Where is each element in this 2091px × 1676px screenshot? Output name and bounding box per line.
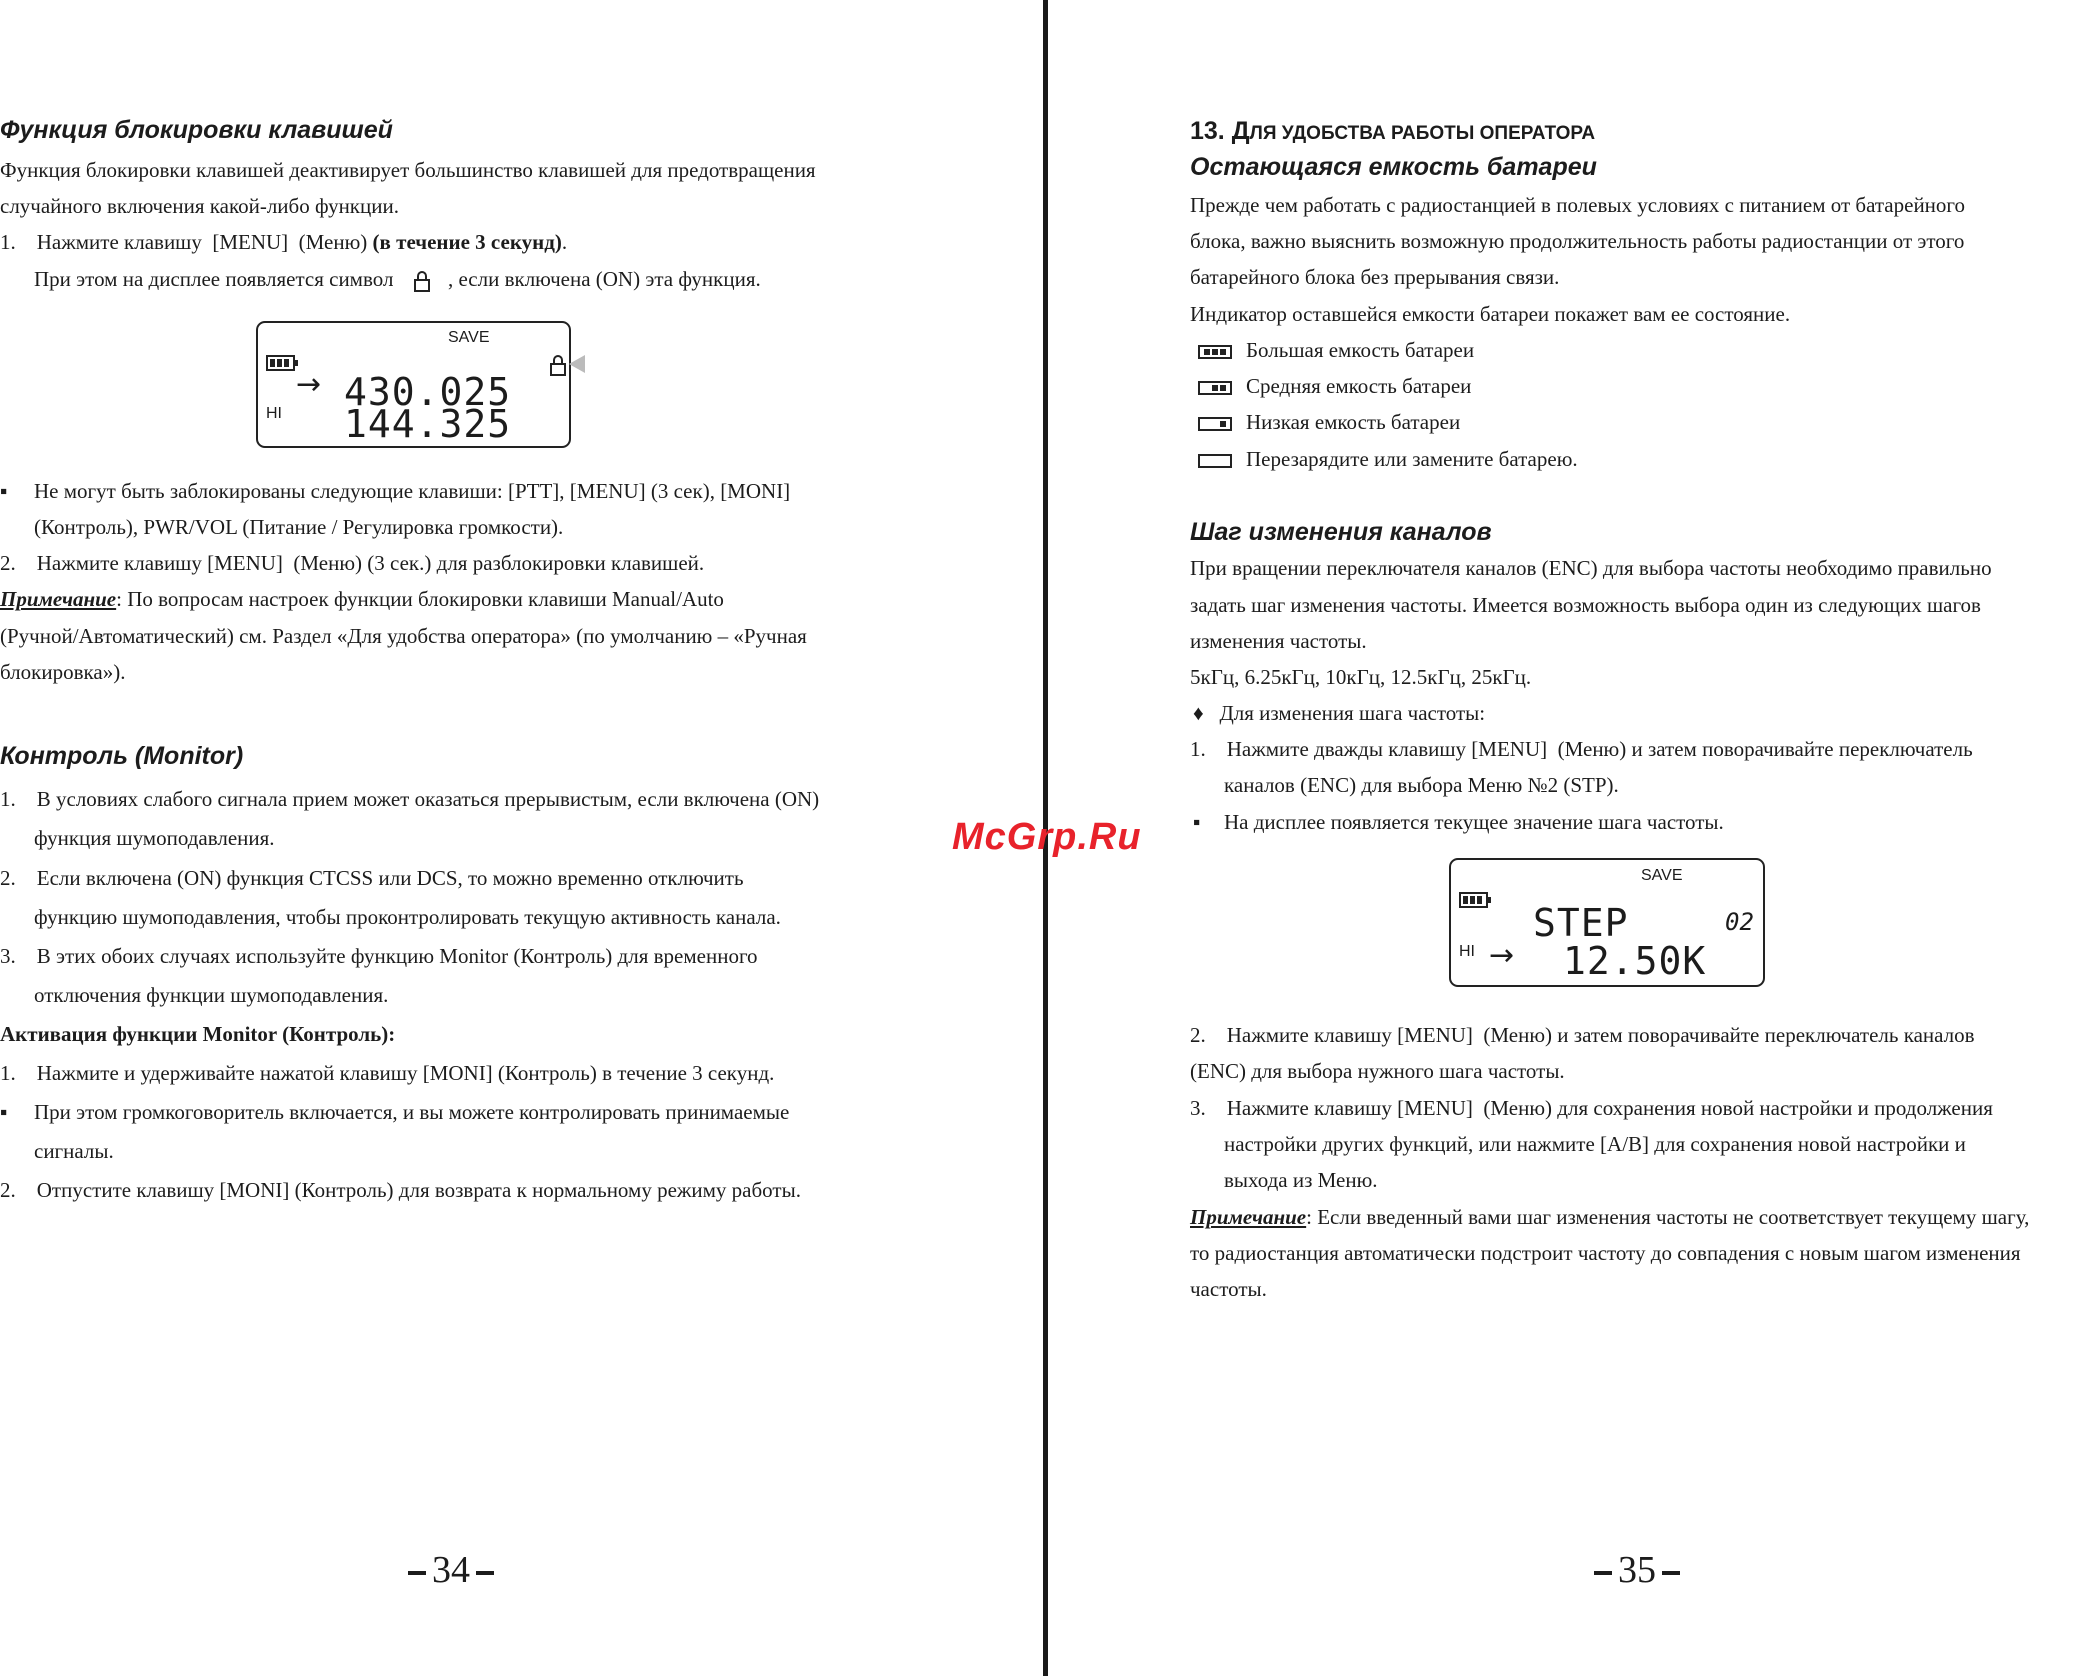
diamond-line: ♦ Для изменения шага частоты: (1193, 701, 1486, 725)
step-item-1: 1. Нажмите дважды клавишу [MENU] (Меню) и затем поворачивайте переключатель (1190, 737, 1973, 761)
monitor-item-2: 2. Если включена (ON) функция CTCSS или DCS, то можно временно отключить (0, 866, 744, 890)
battery-level-icon (1198, 454, 1232, 468)
step-item-1-cont: каналов (ENC) для выбора Меню №2 (STP). (1224, 773, 1619, 797)
step-item-3-cont: настройки других функций, или нажмите [A/B] для сохранения новой настройки и (1224, 1132, 1966, 1156)
lcd-display-lock (256, 321, 571, 448)
step-label: STEP (1533, 901, 1629, 945)
step-value: 12.50K (1563, 939, 1707, 983)
note-line: то радиостанция автоматически подстроит частоту до совпадения с новым шагом изменения (1190, 1241, 2021, 1265)
step-1: 1. Нажмите клавишу [MENU] (Меню) (в течение 3 секунд). (0, 230, 568, 254)
monitor-item-1-cont: функция шумоподавления. (34, 826, 275, 850)
activation-heading: Активация функции Monitor (Контроль): (0, 1022, 396, 1046)
battery-level-item (1198, 441, 1578, 477)
paragraph-line: блока, важно выяснить возможную продолжительность работы радиостанции от этого (1190, 229, 1965, 253)
heading-battery: Остающаяся емкость батареи (1190, 153, 1597, 181)
bullet-marker: ▪ (0, 1100, 8, 1124)
arrow-icon: → (296, 367, 322, 402)
battery-level-item (1198, 404, 1460, 440)
page-left (0, 0, 920, 1676)
lock-icon (550, 363, 566, 376)
watermark: McGrp.Ru (952, 816, 1142, 858)
note: Примечание: По вопросам настроек функции блокировки клавиши Manual/Auto (0, 587, 724, 611)
activation-step-1: 1. Нажмите и удерживайте нажатой клавишу [MONI] (Контроль) в течение 3 секунд. (0, 1061, 775, 1085)
battery-level-label: Низкая емкость батареи (1246, 410, 1461, 434)
note-line: блокировка»). (0, 660, 126, 684)
battery-level-item (1198, 368, 1471, 404)
step-values: 5кГц, 6.25кГц, 10кГц, 12.5кГц, 25кГц. (1190, 665, 1532, 689)
pointer-triangle-icon (569, 355, 585, 373)
battery-level-label: Средняя емкость батареи (1246, 374, 1472, 398)
monitor-item-1: 1. В условиях слабого сигнала прием может оказаться прерывистым, если включена (ON) (0, 787, 820, 811)
paragraph-line: случайного включения какой-либо функции. (0, 194, 399, 218)
paragraph-line: При вращении переключателя каналов (ENC) для выбора частоты необходимо правильно (1190, 556, 1992, 580)
step-item-2: 2. Нажмите клавишу [MENU] (Меню) и затем поворачивайте переключатель каналов (1190, 1023, 1975, 1047)
lcd-display-step (1449, 858, 1765, 987)
battery-level-icon (1198, 381, 1232, 395)
save-indicator: SAVE (1641, 867, 1683, 884)
battery-level-label: Большая емкость батареи (1246, 338, 1475, 362)
battery-full-icon (1459, 892, 1488, 908)
note-line: частоты. (1190, 1277, 1267, 1301)
page-number-right: 35 (1588, 1548, 1686, 1592)
bullet-line: На дисплее появляется текущее значение шага частоты. (1224, 810, 1724, 834)
heading-monitor: Контроль (Monitor) (0, 742, 244, 770)
step-item-3: 3. Нажмите клавишу [MENU] (Меню) для сохранения новой настройки и продолжения (1190, 1096, 1993, 1120)
page-right (1188, 0, 2091, 1676)
heading-key-lock: Функция блокировки клавишей (0, 116, 393, 144)
bullet-line: (Контроль), PWR/VOL (Питание / Регулировка громкости). (34, 515, 564, 539)
bullet-marker: ▪ (1193, 810, 1201, 834)
bullet-line: Не могут быть заблокированы следующие клавиши: [PTT], [MENU] (3 сек), [MONI] (34, 479, 791, 503)
menu-number: 02 (1725, 908, 1754, 936)
save-indicator: SAVE (448, 329, 490, 346)
heading-step: Шаг изменения каналов (1190, 518, 1492, 546)
paragraph-line: Индикатор оставшейся емкости батареи покажет вам ее состояние. (1190, 302, 1791, 326)
power-hi-label: HI (1459, 943, 1475, 960)
power-hi-label: HI (266, 405, 282, 422)
paragraph-line: изменения частоты. (1190, 629, 1367, 653)
lock-icon (399, 271, 443, 291)
step-item-3-cont: выхода из Меню. (1224, 1168, 1378, 1192)
arrow-icon: → (1489, 938, 1515, 973)
battery-level-label: Перезарядите или замените батарею. (1246, 447, 1578, 471)
paragraph-line: батарейного блока без прерывания связи. (1190, 265, 1560, 289)
step-2: 2. Нажмите клавишу [MENU] (Меню) (3 сек.) для разблокировки клавишей. (0, 551, 705, 575)
battery-level-icon (1198, 345, 1232, 359)
monitor-item-3: 3. В этих обоих случаях используйте функцию Monitor (Контроль) для временного (0, 944, 758, 968)
frequency-b: 144.325 (344, 402, 512, 446)
monitor-item-3-cont: отключения функции шумоподавления. (34, 983, 389, 1007)
paragraph-line: задать шаг изменения частоты. Имеется возможность выбора один из следующих шагов (1190, 593, 1981, 617)
note-line: (Ручной/Автоматический) см. Раздел «Для удобства оператора» (по умолчанию – «Ручная (0, 624, 807, 648)
step-1-detail: При этом на дисплее появляется символ , если включена (ON) эта функция. (34, 267, 761, 291)
step-item-2-cont: (ENC) для выбора нужного шага частоты. (1190, 1059, 1565, 1083)
chapter-heading: 13. ДЛЯ УДОБСТВА РАБОТЫ ОПЕРАТОРА (1190, 117, 1596, 145)
paragraph-line: Функция блокировки клавишей деактивирует большинство клавишей для предотвращения (0, 158, 816, 182)
page-number-left: 34 (402, 1548, 500, 1592)
paragraph-line: Прежде чем работать с радиостанцией в полевых условиях с питанием от батарейного (1190, 193, 1966, 217)
bullet-marker: ▪ (0, 479, 8, 503)
activation-step-2: 2. Отпустите клавишу [MONI] (Контроль) для возврата к нормальному режиму работы. (0, 1178, 801, 1202)
battery-level-icon (1198, 417, 1232, 431)
activation-bullet-line: При этом громкоговоритель включается, и вы можете контролировать принимаемые (34, 1100, 790, 1124)
frequency-a: 430.025 (344, 370, 512, 414)
battery-full-icon (266, 355, 295, 371)
battery-level-item (1198, 332, 1474, 368)
monitor-item-2-cont: функцию шумоподавления, чтобы проконтролировать текущую активность канала. (34, 905, 781, 929)
activation-bullet-line: сигналы. (34, 1139, 114, 1163)
note: Примечание: Если введенный вами шаг изменения частоты не соответствует текущему шагу, (1190, 1205, 2030, 1229)
